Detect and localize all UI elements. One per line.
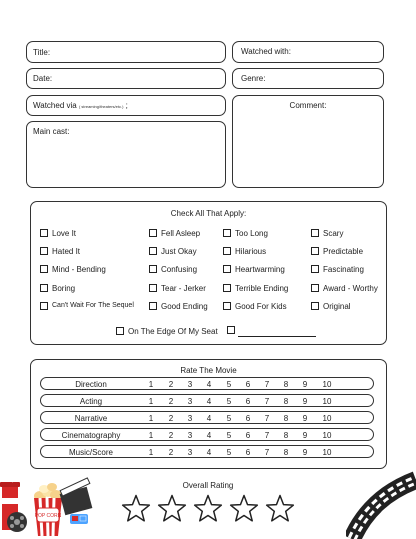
option-scary: Scary — [323, 229, 344, 238]
rating-number[interactable]: 4 — [206, 431, 212, 440]
watched-via-line — [33, 101, 128, 110]
rating-number[interactable]: 7 — [264, 448, 270, 457]
watched-via-label: Watched via — [33, 101, 77, 110]
rating-number[interactable]: 4 — [206, 397, 212, 406]
watched-with-label: Watched with: — [241, 47, 291, 56]
popcorn-illustration — [0, 474, 100, 539]
rating-number[interactable]: 10 — [322, 431, 332, 440]
watched-via-suffix: ; — [125, 101, 128, 110]
checkbox-can-t-wait-for-the-sequel[interactable] — [40, 302, 48, 310]
rating-number[interactable]: 6 — [245, 431, 251, 440]
option-good-for-kids: Good For Kids — [235, 302, 287, 311]
option-hated-it: Hated It — [52, 247, 81, 256]
comment-field[interactable] — [232, 95, 384, 188]
checkbox-good-ending[interactable] — [149, 302, 157, 310]
overall-heading: Overall Rating — [182, 481, 234, 490]
rating-number[interactable]: 2 — [168, 397, 174, 406]
rating-number[interactable]: 6 — [245, 448, 251, 457]
rating-number[interactable]: 1 — [148, 431, 154, 440]
checkbox-scary[interactable] — [311, 229, 319, 237]
option-edge-of-seat: On The Edge Of My Seat — [128, 327, 218, 336]
rating-number[interactable]: 4 — [206, 380, 212, 389]
option-can-t-wait-for-the-sequel: Can't Wait For The Sequel — [52, 302, 134, 309]
popcorn-bucket-icon — [34, 483, 62, 536]
rating-number[interactable]: 10 — [322, 414, 332, 423]
option-predictable: Predictable — [323, 247, 364, 256]
rating-heading: Rate The Movie — [180, 366, 237, 375]
watched-via-field[interactable] — [26, 95, 226, 116]
rating-number[interactable]: 10 — [322, 448, 332, 457]
checkbox-too-long[interactable] — [223, 229, 231, 237]
rating-number[interactable]: 5 — [226, 380, 232, 389]
option-just-okay: Just Okay — [161, 247, 197, 256]
rating-number[interactable]: 5 — [226, 431, 232, 440]
star-icon[interactable] — [265, 494, 295, 524]
rating-number[interactable]: 6 — [245, 397, 251, 406]
custom-option-line[interactable] — [238, 336, 316, 337]
rating-row-label: Acting — [79, 397, 103, 406]
comment-label: Comment: — [289, 101, 327, 110]
option-tear-jerker: Tear - Jerker — [161, 284, 206, 293]
checkbox-predictable[interactable] — [311, 247, 319, 255]
rating-number[interactable]: 2 — [168, 431, 174, 440]
rating-row — [40, 428, 374, 441]
option-hilarious: Hilarious — [235, 247, 267, 256]
rating-number[interactable]: 5 — [226, 397, 232, 406]
rating-number[interactable]: 1 — [148, 380, 154, 389]
star-icon[interactable] — [157, 494, 187, 524]
rating-number[interactable]: 9 — [302, 448, 308, 457]
film-strip-illustration — [346, 462, 416, 539]
checkbox-award-worthy[interactable] — [311, 284, 319, 292]
rating-row-label: Narrative — [74, 414, 108, 423]
popcorn-text: POP CORN — [34, 513, 62, 519]
star-icon[interactable] — [121, 494, 151, 524]
title-field[interactable] — [26, 41, 226, 63]
rating-number[interactable]: 1 — [148, 414, 154, 423]
option-good-ending: Good Ending — [161, 302, 208, 311]
rating-number[interactable]: 8 — [283, 380, 289, 389]
rating-row — [40, 394, 374, 407]
option-award-worthy: Award - Worthy — [323, 284, 378, 293]
rating-row — [40, 377, 374, 390]
rating-number[interactable]: 2 — [168, 380, 174, 389]
main-cast-field[interactable] — [26, 121, 226, 188]
rating-number[interactable]: 7 — [264, 397, 270, 406]
rating-number[interactable]: 7 — [264, 380, 270, 389]
option-fascinating: Fascinating — [323, 265, 364, 274]
rating-number[interactable]: 7 — [264, 414, 270, 423]
rating-number[interactable]: 3 — [187, 414, 193, 423]
option-fell-asleep: Fell Asleep — [161, 229, 201, 238]
rating-number[interactable]: 9 — [302, 431, 308, 440]
rating-number[interactable]: 3 — [187, 380, 193, 389]
rating-number[interactable]: 2 — [168, 414, 174, 423]
rating-number[interactable]: 1 — [148, 397, 154, 406]
star-icon[interactable] — [229, 494, 259, 524]
checkbox-tear-jerker[interactable] — [149, 284, 157, 292]
rating-number[interactable]: 8 — [283, 431, 289, 440]
checkbox-fascinating[interactable] — [311, 265, 319, 273]
checkbox-just-okay[interactable] — [149, 247, 157, 255]
clapperboard-icon — [60, 478, 93, 524]
rating-row — [40, 411, 374, 424]
checkbox-edge-of-seat[interactable] — [116, 327, 124, 335]
rating-row-label: Cinematography — [61, 431, 121, 440]
rating-number[interactable]: 8 — [283, 397, 289, 406]
rating-number[interactable]: 3 — [187, 397, 193, 406]
checklist-heading: Check All That Apply: — [170, 209, 247, 218]
rating-number[interactable]: 6 — [245, 380, 251, 389]
rating-number[interactable]: 7 — [264, 431, 270, 440]
rating-number[interactable]: 8 — [283, 448, 289, 457]
option-confusing: Confusing — [161, 265, 198, 274]
checkbox-mind-bending[interactable] — [40, 265, 48, 273]
genre-field[interactable] — [232, 68, 384, 89]
watched-via-hint: ( streaming/theaters/etc.) — [78, 104, 124, 109]
option-heartwarming: Heartwarming — [235, 265, 285, 274]
rating-number[interactable]: 2 — [168, 448, 174, 457]
checkbox-boring[interactable] — [40, 284, 48, 292]
title-label: Title: — [33, 48, 51, 57]
checkbox-custom[interactable] — [227, 326, 235, 334]
rating-row-label: Direction — [75, 380, 107, 389]
rating-number[interactable]: 10 — [322, 380, 332, 389]
checkbox-hilarious[interactable] — [223, 247, 231, 255]
checkbox-good-for-kids[interactable] — [223, 302, 231, 310]
film-reel-icon — [7, 512, 27, 532]
rating-number[interactable]: 5 — [226, 414, 232, 423]
rating-number[interactable]: 9 — [302, 380, 308, 389]
option-too-long: Too Long — [235, 229, 268, 238]
rating-number[interactable]: 6 — [245, 414, 251, 423]
rating-number[interactable]: 1 — [148, 448, 154, 457]
rating-row — [40, 445, 374, 458]
checkbox-confusing[interactable] — [149, 265, 157, 273]
checkbox-heartwarming[interactable] — [223, 265, 231, 273]
checkbox-hated-it[interactable] — [40, 247, 48, 255]
option-terrible-ending: Terrible Ending — [235, 284, 289, 293]
rating-number[interactable]: 10 — [322, 397, 332, 406]
option-original: Original — [323, 302, 351, 311]
checkbox-original[interactable] — [311, 302, 319, 310]
rating-number[interactable]: 9 — [302, 414, 308, 423]
option-love-it: Love It — [52, 229, 77, 238]
genre-label: Genre: — [241, 74, 266, 83]
rating-number[interactable]: 4 — [206, 414, 212, 423]
rating-number[interactable]: 4 — [206, 448, 212, 457]
option-boring: Boring — [52, 284, 76, 293]
checkbox-love-it[interactable] — [40, 229, 48, 237]
rating-number[interactable]: 3 — [187, 431, 193, 440]
checkbox-fell-asleep[interactable] — [149, 229, 157, 237]
rating-number[interactable]: 5 — [226, 448, 232, 457]
rating-number[interactable]: 3 — [187, 448, 193, 457]
date-field[interactable] — [26, 68, 226, 89]
rating-number[interactable]: 9 — [302, 397, 308, 406]
date-label: Date: — [33, 74, 53, 83]
star-icon[interactable] — [193, 494, 223, 524]
rating-row-label: Music/Score — [68, 448, 113, 457]
main-cast-label: Main cast: — [33, 127, 70, 136]
rating-number[interactable]: 8 — [283, 414, 289, 423]
checkbox-terrible-ending[interactable] — [223, 284, 231, 292]
watched-with-field[interactable] — [232, 41, 384, 63]
option-mind-bending: Mind - Bending — [52, 265, 106, 274]
